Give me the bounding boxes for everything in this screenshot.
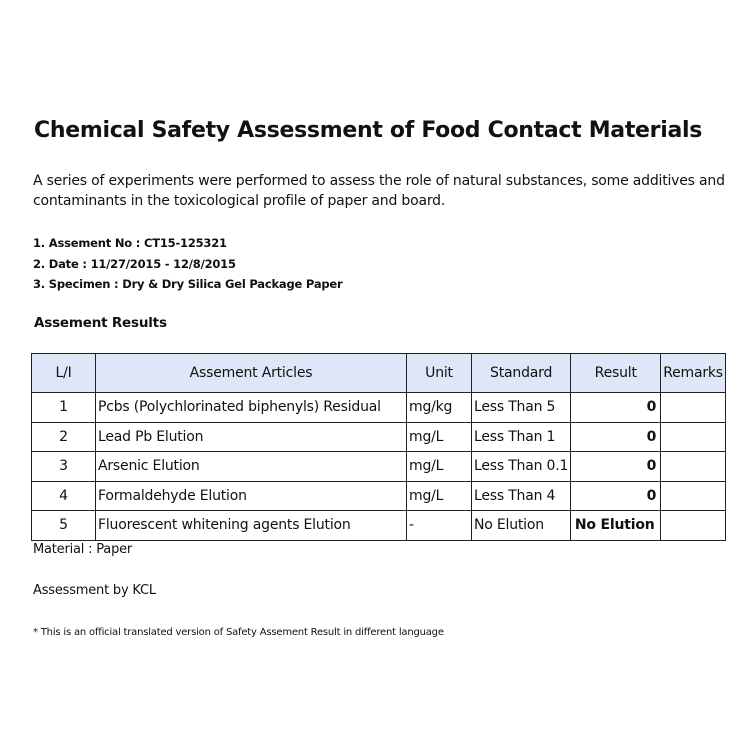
cell-standard: Less Than 0.1 <box>472 452 571 482</box>
cell-result: 0 <box>571 452 661 482</box>
cell-remarks <box>661 452 726 482</box>
cell-remarks <box>661 481 726 511</box>
table-header-row <box>32 354 726 393</box>
cell-standard: Less Than 1 <box>472 422 571 452</box>
header-remarks: Remarks <box>661 354 726 393</box>
cell-remarks <box>661 511 726 541</box>
cell-article: Arsenic Elution <box>96 452 407 482</box>
cell-result: 0 <box>571 422 661 452</box>
cell-unit: - <box>407 511 472 541</box>
cell-standard: Less Than 5 <box>472 393 571 423</box>
cell-remarks <box>661 422 726 452</box>
table-row <box>32 393 726 423</box>
cell-li: 4 <box>32 481 96 511</box>
cell-article: Pcbs (Polychlorinated biphenyls) Residual <box>96 393 407 423</box>
cell-remarks <box>661 393 726 423</box>
document-title: Chemical Safety Assessment of Food Contact Materials <box>34 118 703 143</box>
assessment-specimen: 3. Specimen : Dry & Dry Silica Gel Package Paper <box>33 277 343 291</box>
cell-unit: mg/L <box>407 481 472 511</box>
header-articles: Assement Articles <box>96 354 407 393</box>
assessed-by-line: Assessment by KCL <box>33 583 156 598</box>
cell-unit: mg/L <box>407 422 472 452</box>
assessment-date: 2. Date : 11/27/2015 - 12/8/2015 <box>33 256 236 271</box>
table-row <box>32 452 726 482</box>
cell-unit: mg/kg <box>407 393 472 423</box>
cell-result: 0 <box>571 393 661 423</box>
cell-standard: No Elution <box>472 511 571 541</box>
intro-paragraph: A series of experiments were performed to assess the role of natural substances, some additives and contaminants in the toxicological profile of paper and board. <box>33 173 725 209</box>
cell-article: Formaldehyde Elution <box>96 481 407 511</box>
assessment-info <box>33 233 343 295</box>
header-unit: Unit <box>407 354 472 393</box>
cell-li: 5 <box>32 511 96 541</box>
cell-result: No Elution <box>571 511 661 541</box>
table-row <box>32 481 726 511</box>
cell-li: 1 <box>32 393 96 423</box>
cell-article: Lead Pb Elution <box>96 422 407 452</box>
table-row <box>32 511 726 541</box>
header-result: Result <box>571 354 661 393</box>
section-title: Assement Results <box>34 315 167 331</box>
cell-standard: Less Than 4 <box>472 481 571 511</box>
translation-note: * This is an official translated version of Safety Assement Result in different language <box>33 627 444 638</box>
header-li: L/I <box>32 354 96 393</box>
cell-unit: mg/L <box>407 452 472 482</box>
assessment-number: 1. Assement No : CT15-125321 <box>33 236 227 250</box>
material-line: Material : Paper <box>33 542 133 557</box>
cell-article: Fluorescent whitening agents Elution <box>96 511 407 541</box>
results-table <box>31 353 726 541</box>
header-standard: Standard <box>472 354 571 393</box>
table-row <box>32 422 726 452</box>
cell-li: 3 <box>32 452 96 482</box>
cell-result: 0 <box>571 481 661 511</box>
cell-li: 2 <box>32 422 96 452</box>
